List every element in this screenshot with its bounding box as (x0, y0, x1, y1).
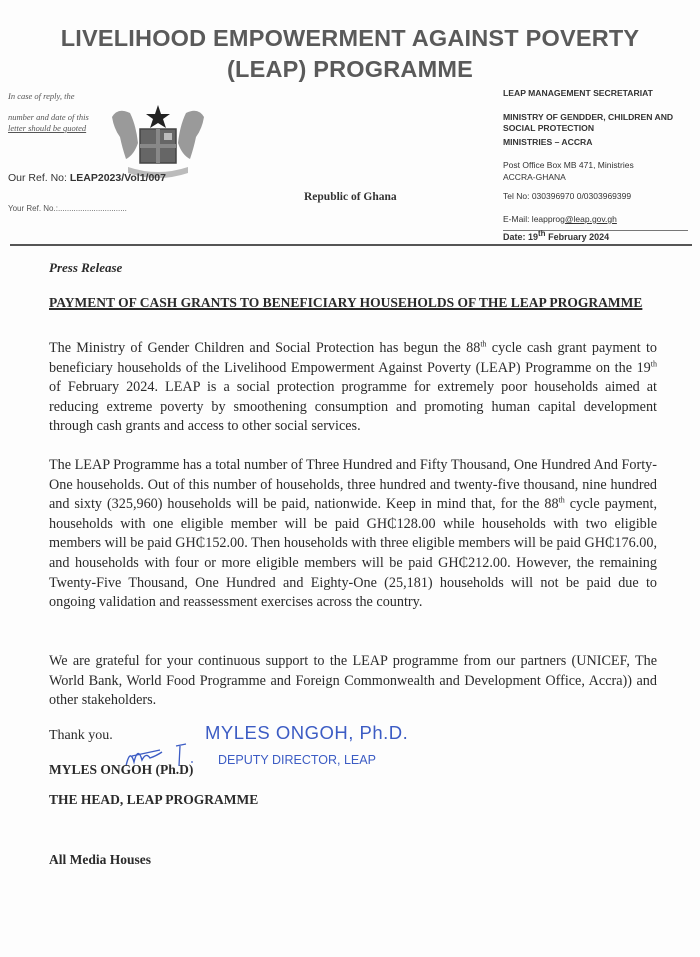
p2-sup1: th (558, 495, 565, 505)
po-box-line2: ACCRA-GHANA (503, 172, 566, 182)
stamp-title: DEPUTY DIRECTOR, LEAP (218, 753, 376, 767)
stamp-name: MYLES ONGOH, Ph.D. (205, 722, 409, 743)
ministry-line2: SOCIAL PROTECTION (503, 123, 595, 133)
document-heading: PAYMENT OF CASH GRANTS TO BENEFICIARY HOUSEHOLDS OF THE LEAP PROGRAMME (49, 295, 643, 310)
letterhead-divider (10, 244, 692, 246)
right-eagle-icon (178, 111, 204, 159)
p1-text-c: of February 2024. LEAP is a social protection programme for extremely poor households aimed at reducing extreme poverty by smoothening consumption and promoting human capital development through cash grants and access to other social services. (49, 379, 657, 435)
p1-text-a: The Ministry of Gender Children and Social Protection has begun the 88 (49, 340, 481, 356)
email (503, 214, 617, 225)
ministries-accra: MINISTRIES – ACCRA (503, 137, 593, 147)
date-divider (503, 230, 688, 231)
reply-note-line3: letter should be quoted (8, 123, 87, 133)
paragraph-2 (49, 456, 657, 613)
coat-of-arms-icon (108, 103, 208, 183)
email-link[interactable]: @leap.gov.gh (564, 214, 617, 224)
p2-text-a: The LEAP Programme has a total number of Three Hundred and Fifty Thousand, One Hundred And Forty-One households. Out of this number of households, three hundred and twenty-five thousand, nine hundred and sixty (325,960) households will be paid, nationwide. Keep in mind that, for the 88 (49, 457, 657, 513)
recipient: All Media Houses (49, 852, 152, 867)
ministry-name (503, 112, 673, 134)
letterhead-title-line2: (LEAP) PROGRAMME (226, 56, 474, 82)
letterhead-title-line1: LIVELIHOOD EMPOWERMENT AGAINST POVERTY (60, 25, 640, 51)
reply-note-line2: number and date of this (8, 112, 89, 122)
your-reference: Your Ref. No.:............................... (8, 204, 127, 213)
letter-date (503, 229, 610, 243)
email-label: E-Mail: leapprog (503, 214, 565, 224)
date-label: Date: 19 (503, 232, 539, 242)
po-box (503, 159, 634, 183)
p1-text-b: cycle cash grant payment to beneficiary households of the Livelihood Empowerment Against Poverty (LEAP) Programme on the 19 (49, 340, 657, 376)
our-ref-value: LEAP2023/Vol1/007 (69, 172, 166, 184)
press-release-label: Press Release (49, 260, 123, 275)
paragraph-1 (49, 339, 657, 437)
republic-of-ghana: Republic of Ghana (304, 191, 397, 203)
reply-note-line1: In case of reply, the (8, 91, 75, 101)
po-box-line1: Post Office Box MB 471, Ministries (503, 160, 634, 170)
p2-text-b: cycle payment, households with one eligible member will be paid GH₵128.00 while households with two eligible members will be paid GH₵152.00. Then households with three eligible members will be paid GH₵176.00, and households with four or more eligible members will be paid GH₵212.00. However, the remaining Twenty-Five Thousand, One Hundred and Eighty-One (25,181) households will not be paid due to ongoing validation and reassessment exercises across the country. (49, 496, 657, 611)
p1-sup1: th (480, 339, 487, 349)
our-reference (8, 172, 166, 184)
left-eagle-icon (112, 111, 138, 159)
our-ref-label: Our Ref. No: (8, 172, 70, 184)
date-superscript: th (538, 229, 546, 238)
black-star-icon (146, 105, 170, 128)
paragraph-3: We are grateful for your continuous support to the LEAP programme from our partners (UNICEF, The World Bank, World Food Programme and Foreign Commonwealth and Development Office, Accra)) and other stakeholders. (49, 653, 657, 709)
telephone: Tel No: 030396970 0/0303969399 (503, 191, 632, 201)
signatory-name: MYLES ONGOH (Ph.D) (49, 762, 194, 777)
signatory-title: THE HEAD, LEAP PROGRAMME (49, 792, 259, 807)
p1-sup2: th (650, 358, 657, 368)
ministry-line1: MINISTRY OF GENDDER, CHILDREN AND (503, 112, 674, 122)
closing-thanks: Thank you. (49, 728, 113, 743)
date-rest: February 2024 (545, 232, 610, 242)
secretariat-name: LEAP MANAGEMENT SECRETARIAT (503, 88, 653, 98)
